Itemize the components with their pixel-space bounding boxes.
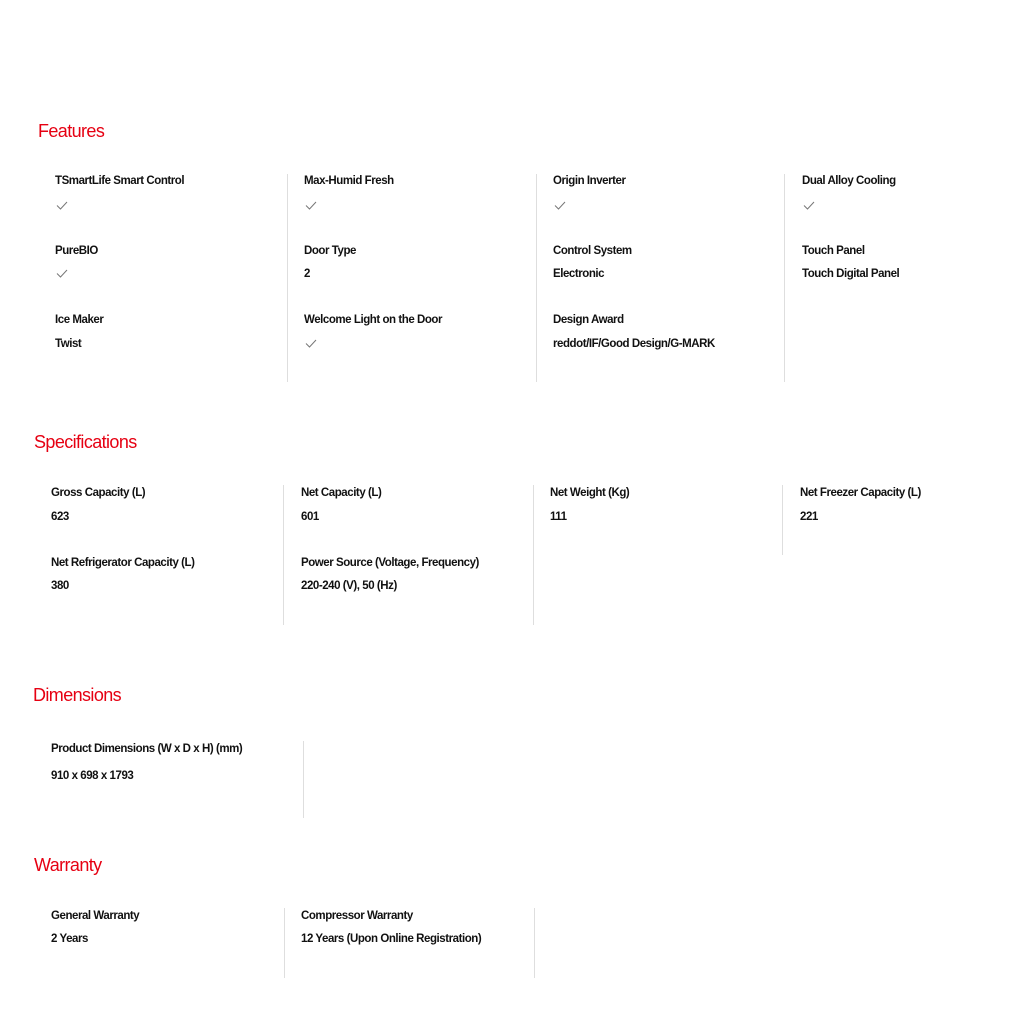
column-divider: [303, 741, 304, 818]
spec-value: 221: [800, 511, 818, 523]
warranty-label: General Warranty: [51, 910, 140, 922]
feature-label: Control System: [553, 245, 632, 257]
check-icon: [803, 201, 815, 210]
spec-value: 220-240 (V), 50 (Hz): [301, 580, 397, 592]
spec-label: Gross Capacity (L): [51, 487, 146, 499]
column-divider: [534, 908, 535, 978]
feature-value: Electronic: [553, 268, 605, 280]
spec-value: 111: [550, 511, 567, 523]
check-icon: [305, 201, 317, 210]
feature-label: Max-Humid Fresh: [304, 175, 394, 187]
column-divider: [784, 174, 785, 382]
check-icon: [305, 339, 317, 348]
feature-label: PureBIO: [55, 245, 98, 257]
spec-value: 601: [301, 511, 319, 523]
check-icon: [554, 201, 566, 210]
column-divider: [287, 174, 288, 382]
spec-label: Net Capacity (L): [301, 487, 382, 499]
feature-label: Door Type: [304, 245, 356, 257]
warranty-label: Compressor Warranty: [301, 910, 413, 922]
dimension-value: 910 x 698 x 1793: [51, 770, 134, 782]
feature-label: TSmartLife Smart Control: [55, 175, 185, 187]
feature-label: Origin Inverter: [553, 175, 626, 187]
feature-value: 2: [304, 268, 310, 280]
feature-label: Welcome Light on the Door: [304, 314, 443, 326]
dimensions-title: Dimensions: [33, 685, 122, 705]
spec-value: 380: [51, 580, 69, 592]
feature-value: Touch Digital Panel: [802, 268, 900, 280]
feature-label: Touch Panel: [802, 245, 865, 257]
feature-value: reddot/IF/Good Design/G-MARK: [553, 338, 715, 350]
feature-label: Design Award: [553, 314, 624, 326]
spec-label: Net Freezer Capacity (L): [800, 487, 921, 499]
specifications-title: Specifications: [34, 432, 137, 452]
spec-label: Power Source (Voltage, Frequency): [301, 557, 479, 569]
feature-label: Ice Maker: [55, 314, 104, 326]
dimension-label: Product Dimensions (W x D x H) (mm): [51, 743, 243, 755]
spec-label: Net Weight (Kg): [550, 487, 630, 499]
feature-value: Twist: [55, 338, 82, 350]
check-icon: [56, 201, 68, 210]
spec-label: Net Refrigerator Capacity (L): [51, 557, 195, 569]
column-divider: [533, 485, 534, 625]
features-title: Features: [38, 121, 105, 141]
feature-label: Dual Alloy Cooling: [802, 175, 896, 187]
spec-value: 623: [51, 511, 69, 523]
warranty-value: 2 Years: [51, 933, 88, 945]
column-divider: [284, 908, 285, 978]
warranty-value: 12 Years (Upon Online Registration): [301, 933, 482, 945]
column-divider: [782, 485, 783, 555]
column-divider: [283, 485, 284, 625]
check-icon: [56, 269, 68, 278]
column-divider: [536, 174, 537, 382]
warranty-title: Warranty: [34, 855, 102, 875]
